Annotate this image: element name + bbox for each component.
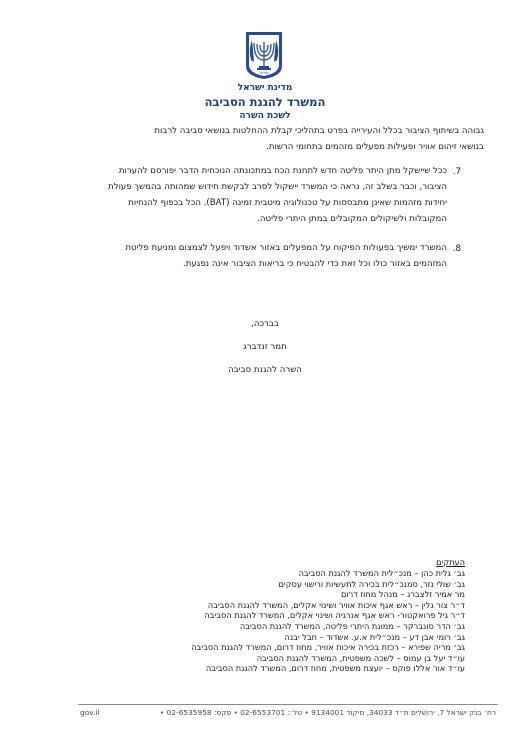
cc-list-item: מר אמיר זלצברג – מנהל מחוז דרום: [340, 589, 465, 600]
paragraph-line: הציבור, וכבר בשלב זה, נראה כי המשרד יישקול לסרב לבקשת חידוש שמהותה בהמשך פעולת: [108, 182, 447, 192]
item-number: .8: [452, 244, 461, 254]
cc-list-item: ד״ר גיל פרואקטור- ראש אגף אנרגיה ושינוי אקלים, המשרד להגנת הסביבה: [204, 610, 465, 621]
item-8-paragraph: [125, 240, 447, 272]
state-name: מדינת ישראל: [237, 83, 293, 93]
footer-website[interactable]: gov.il: [80, 708, 100, 717]
paragraph-line: יחידות מזהמות שאינן מתבססות על טכנולוגיה מיטבית זמינה (BAT). הכל בכפוף להנחיות: [128, 198, 447, 208]
signature-title: השרה להגנת סביבה: [228, 365, 302, 375]
paragraph-line: ככל שיישקל מתן היתר פליטה חדש לתחנת הכח במתכונתה הנוכחית הדבר יפורסם להערות: [118, 166, 447, 176]
paragraph-line: המשרד ימשיך בפעולות הפיקוח על המפעלים באזור אשדוד ויפעל לצמצום ומניעת פליטת: [125, 243, 447, 253]
cc-list-item: עו״ד יעל בן עמוס – לשכה משפטית, המשרד להגנת הסביבה: [256, 652, 465, 663]
signature-closing: בברכה,: [251, 319, 279, 329]
item-7-paragraph: [108, 163, 447, 227]
item-number: .7: [452, 167, 461, 177]
paragraph-line: המזהמים באזור כולו וכל זאת כדי להבטיח כי בריאות הציבור אינה נפגעת.: [183, 259, 447, 269]
cc-list-item: גב׳ מריה שפירא – רכזת בכירה איכות אוויר, מחוז דרום, המשרד להגנת הסביבה: [191, 642, 465, 653]
paragraph-line: גבוהה בשיתוף הציבור בכלל והעירייה בפרט בתהליכי קבלת ההחלטות בנושאי סביבה לרבות: [154, 126, 484, 136]
cc-list-item: ד״ר צור גלין – ראש אגף איכות אוויר ושינוי אקלים, המשרד להגנת הסביבה: [207, 599, 465, 610]
paragraph-line: בנושאי זיהום אוויר ופעילות מפעלים מזהמים בתחומי הרשות.: [266, 142, 484, 152]
cc-list: [191, 568, 465, 674]
cc-list-item: גב׳ שולי נזר, סמנכ״לית בכירה לתעשיות ורישוי עסקים: [278, 578, 465, 589]
intro-paragraph: [154, 123, 484, 155]
paragraph-line: המקובלות ולשיקולים המקובלים במתן היתרי פליטה.: [257, 214, 447, 224]
signature-name: תמר זנדברג: [243, 342, 287, 352]
cc-title: העתקים: [436, 557, 465, 567]
cc-list-item: גב׳ הדר סונברקר – ממונת היתרי פליטה, המשרד להגנת הסביבה: [239, 620, 465, 631]
cc-list-item: גב׳ רומי אבן דע – מנכ״לית א.ע. אשדוד – חבל יבנה: [284, 631, 465, 642]
svg-text:ישראל: ישראל: [259, 71, 269, 75]
state-emblem-icon: [243, 30, 285, 80]
office-name: לשכת השרה: [239, 111, 291, 121]
ministry-name: המשרד להגנת הסביבה: [204, 95, 326, 109]
cc-list-item: עו״ד אור אללו פוקס – יועצת משפטית, מחוז דרום, המשרד להגנת הסביבה: [205, 663, 465, 674]
cc-list-item: גב׳ גלית כהן – מנכ״לית המשרד להגנת הסביבה: [298, 568, 465, 578]
footer-divider: [78, 704, 498, 705]
footer-address: רח׳ בנק ישראל 7, ירושלים ת״ד 34033, מיקוד 9134001 • טל׳: 02-6553701 • פקס: 02-6535958 •: [159, 708, 496, 717]
